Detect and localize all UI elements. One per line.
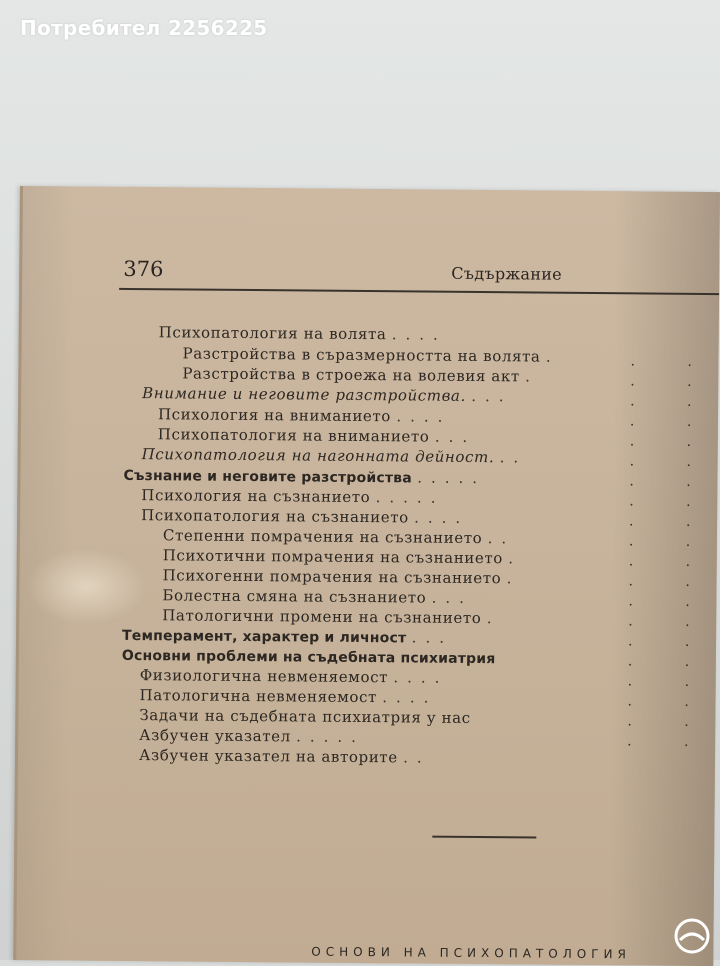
toc-entry-title: Разстройства в строежа на волевия акт [182,364,520,386]
toc-entry [163,566,521,587]
toc-entry [141,486,444,507]
leader-dots: .... [382,688,438,707]
toc-entry-title: Азбучен указател [139,726,291,746]
leader-dots: . [525,367,540,386]
leader-dots: ..... [417,468,487,488]
toc-entry [139,686,437,707]
site-logo-icon [640,910,720,960]
toc-entry [123,466,486,487]
toc-entry-title: Темперамент, характер и личност [122,627,407,647]
toc-entry [163,546,522,567]
toc-entry-title: Психология на вниманието [157,405,392,426]
toc-entry-title: Основни проблеми на съдебната психиатрия [121,647,496,668]
table-of-contents [13,186,720,966]
toc-entry [163,526,515,547]
leader-dots: . [508,549,523,568]
toc-entry [162,586,473,607]
leader-dots: . [545,347,560,366]
toc-entry-title: Психопатология на волята [158,323,387,344]
toc-entry-title: Психогенни помрачения на съзнанието [162,566,502,588]
toc-entry-title: Патологична невменяемост [139,686,378,707]
leader-dots: .. [499,448,528,467]
toc-entry [182,364,539,385]
book-page [13,186,720,966]
toc-entry-title: Задачи на съдебната психиатрия у нас [139,706,471,727]
leader-dots: ... [471,386,513,406]
leader-dots: ... [411,628,454,647]
toc-entry-title: Психология на съзнанието [141,486,371,507]
toc-entry-title: Внимание и неговите разстройства. [142,384,466,405]
footer-text: ОСНОВИ НА ПСИХОПАТОЛОГИЯ [311,944,631,962]
toc-entry [158,405,452,426]
leader-dots: ... [431,588,474,607]
toc-entry [142,384,513,405]
toc-entry-title: Азбучен указател на авторите [138,746,398,767]
toc-entry [122,646,496,667]
page-number-dots: . . . . . . . . . . . . . . . . . . . . . . . . . . . . . . . . . . . . . . . . [627,353,716,751]
leader-dots: .... [393,668,449,687]
leader-dots: ..... [296,727,366,747]
user-watermark: Потребител 2256225 [20,16,268,40]
toc-entry [122,626,453,647]
toc-entry [140,666,449,687]
leader-dots: . [486,609,501,628]
toc-entry-title: Съзнание и неговите разстройства [123,467,412,487]
leader-dots: .... [396,407,452,426]
toc-entry [141,506,469,527]
toc-entry-title: Патологични промени на съзнанието [162,606,482,628]
leader-dots: .. [487,529,516,548]
leader-dots: ..... [375,488,445,507]
toc-entry-title: Степенни помрачения на съзнанието [162,526,483,548]
leader-dots: .. [403,748,431,767]
toc-entry-title: Разстройства в съразмерността на волята [182,344,541,366]
toc-entry-title: Болестна смяна на съзнанието [162,586,427,607]
leader-dots: . [506,569,521,588]
toc-entry-title: Психопатология на съзнанието [141,506,409,527]
page-number: 376 [123,256,164,282]
toc-entry [159,323,447,344]
toc-entry [158,425,476,446]
toc-entry [182,344,559,365]
toc-entry [162,606,500,627]
leader-dots: .... [391,325,447,344]
toc-entry [139,706,471,727]
leader-dots: .... [414,508,470,527]
toc-entry-title: Психопатология на вниманието [157,425,430,446]
leader-dots: ... [434,427,477,446]
toc-entry [139,746,431,767]
running-head: Съдържание [451,263,563,284]
toc-entry-title: Физиологична невменяемост [139,666,389,687]
toc-entry-title: Психопатология на нагонната дейност. [141,445,495,467]
toc-entry [139,726,365,746]
toc-entry [142,445,528,466]
toc-entry-title: Психотични помрачения на съзнанието [162,546,504,568]
